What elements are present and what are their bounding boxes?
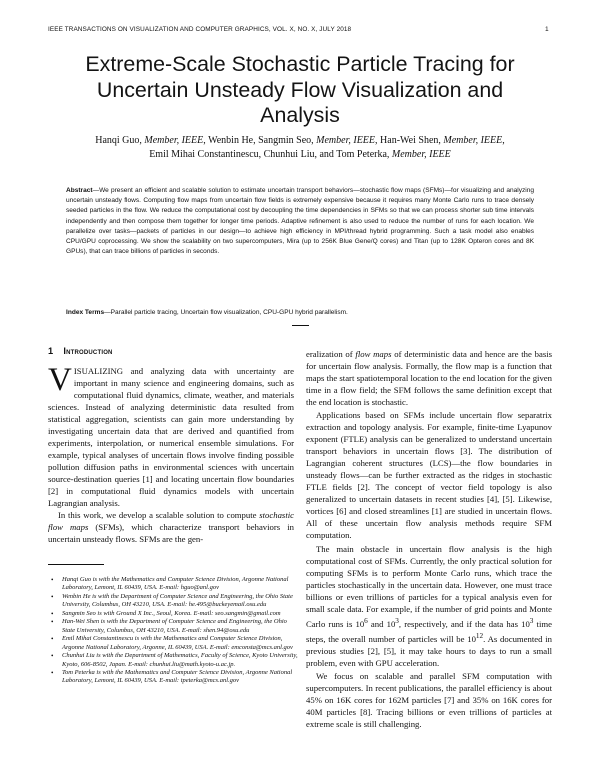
footnote-item: • Han-Wei Shen is with the Department of Computer Science and Engineering, the Ohio State University, Columbus, OH 43210, USA. E-mail: shen.94@osu.edu	[48, 618, 300, 635]
index-terms-text: —Parallel particle tracing, Uncertain flow visualization, CPU-GPU hybrid parallelism.	[104, 309, 348, 316]
paper-title	[40, 52, 560, 129]
drop-cap: V	[48, 362, 72, 399]
footnote-item: • Emil Mihai Constantinescu is with the Mathematics and Computer Science Division, Argonne National Laboratory, Argonne, IL 60439, USA. E-mail: emconsta@mcs.anl.gov	[48, 635, 300, 652]
paragraph: We focus on scalable and parallel SFM computation with supercomputers. In recent publications, the parallel efficiency is about 45% on 16K cores for 162M particles [7] and 35% on 16K cores for 40M particles [8]. Tracing billions or even trillions of particles at extreme scale is still challenging.	[306, 670, 552, 729]
footnote-item: • Tom Peterka is with the Mathematics and Computer Science Division, Argonne National Laboratory, Lemont, IL 60439, USA. E-mail: tpeterka@mcs.anl.gov	[48, 669, 300, 686]
abstract-text: —We present an efficient and scalable solution to estimate uncertain transport behaviors—stochastic flow maps (SFMs)—for visualizing and analyzing uncertain unsteady flows. Computing flow maps from uncertain flow fields is extremely expensive because it requires many Monte Carlo runs to trace densely seeded particles in the flow. We reduce the computational cost by decoupling the time dependencies in SFMs so that we can process shorter sub time intervals independently and then compose them together for longer time periods. Adaptive refinement is also used to reduce the number of runs for each location. We parallelize over tasks—packets of particles in our design—to achieve high efficiency in MPI/thread hybrid programming. Such a task model also enables CPU/GPU coprocessing. We show the scalability on two supercomputers, Mira (up to 256K Blue Gene/Q cores) and Titan (up to 128K Opteron cores and 8K GPUs), that can trace billions of particles in seconds.	[66, 187, 534, 256]
right-column	[306, 348, 552, 730]
abstract-label: Abstract	[66, 187, 93, 194]
abstract	[66, 186, 534, 257]
paragraph: eralization of flow maps of deterministic data and hence are the basis for uncertain flow analysis. Formally, the flow map is a function that maps the start spatiotemporal location to the end location for the given time in a flow field; the SFM follows the same definition except that the end location is stochastic.	[306, 349, 553, 408]
paragraph: VISUALIZING and analyzing data with uncertainty are important in many science and engineering domains, such as computational fluid dynamics, climate, weather, and materials sciences. Instead of analyzing deterministic data resulted from statistical aggregation, scientists can gain more understanding by investigating uncertain data that are derived and quantified from experiments, interpolation, or numerical ensemble simulations. For example, typical analyses of uncertain flows involve finding possible pollution diffusion paths in environmental sciences with uncertain source-destination queries [1] and locating uncertain flow boundaries [2] in computational fluid dynamics models with uncertain Lagrangian analysis.	[48, 362, 294, 509]
section-number: 1	[48, 346, 54, 356]
paragraph: Applications based on SFMs include uncertain flow separatrix extraction and topology analysis. For example, finite-time Lyapunov exponent (FTLE) analysis can be generalized to understand uncertain transport behaviors in uncertain flows [3]. The distribution of Lagrangian coherent structures (LCS)—the flow boundaries in unsteady flows—can be further extracted as the ridges in stochastic FTLE fields [2]. The concept of vector field topology is also generalized to uncertain datasets in recent studies [4], [5]. Likewise, vortices [6] and closed streamlines [1] are studied in uncertain flows. All of these uncertain flow analysis methods require SFM computation.	[306, 410, 552, 541]
title-line: Analysis	[260, 103, 340, 127]
paragraph: In this work, we develop a scalable solution to compute stochastic flow maps (SFMs), which characterize transport behaviors in uncertain unsteady flows. SFMs are the gen-	[48, 510, 294, 545]
footnotes	[48, 576, 300, 686]
footnote-item: • Hanqi Guo is with the Mathematics and Computer Science Division, Argonne National Laboratory, Lemont, IL 60439, USA. E-mail: hguo@anl.gov	[48, 576, 300, 593]
footnote-rule	[48, 564, 104, 565]
left-column	[48, 345, 294, 546]
section-heading	[48, 345, 294, 357]
author-line: Emil Mihai Constantinescu, Chunhui Liu, and Tom Peterka, Member, IEEE	[149, 148, 451, 160]
footnote-item: • Chunhui Liu is with the Department of Mathematics, Faculty of Science, Kyoto University, Kyoto, 606-8502, Japan. E-mail: chunhui.liu@math.kyoto-u.ac.jp.	[48, 652, 300, 669]
page-number: 1	[545, 26, 549, 33]
author-list	[60, 134, 540, 161]
section-title: Introduction	[63, 346, 113, 356]
index-terms-label: Index Terms	[66, 309, 105, 316]
index-terms	[66, 308, 534, 318]
footnote-item: • Sangmin Seo is with Ground X Inc., Seoul, Korea. E-mail: seo.sangmin@gmail.com	[48, 610, 300, 618]
title-line: Extreme-Scale Stochastic Particle Tracing for	[85, 52, 515, 76]
section-divider	[292, 325, 309, 326]
footnote-item: • Wenbin He is with the Department of Computer Science and Engineering, the Ohio State University, Columbus, OH 43210, USA. E-mail: he.495@buckeyemail.osu.edu	[48, 593, 300, 610]
title-line: Uncertain Unsteady Flow Visualization and	[96, 77, 504, 102]
paragraph: The main obstacle in uncertain flow analysis is the high computational cost of SFMs. Currently, the only practical solution for computing SFMs is to perform Monte Carlo runs, which trace the particles stochastically in the uncertain data. However, one must trace billions or even trillions of particles for a typical analysis even for small scale data. For example, if the number of grid points and Monte Carlo runs is $10^6$ and $10^3$, respectively, and if the data has $10^3$ time steps, the overall number of particles will be $10^{12}$. As documented in previous studies [2], [5], it may take hours to days to run a small problem, even with GPU acceleration.	[306, 543, 552, 668]
author-line: Hanqi Guo, Member, IEEE, Wenbin He, Sangmin Seo, Member, IEEE, Han-Wei Shen, Member, IEEE,	[95, 135, 505, 146]
running-head: IEEE TRANSACTIONS ON VISUALIZATION AND COMPUTER GRAPHICS, VOL. X, NO. X, JULY 2018	[48, 26, 352, 33]
